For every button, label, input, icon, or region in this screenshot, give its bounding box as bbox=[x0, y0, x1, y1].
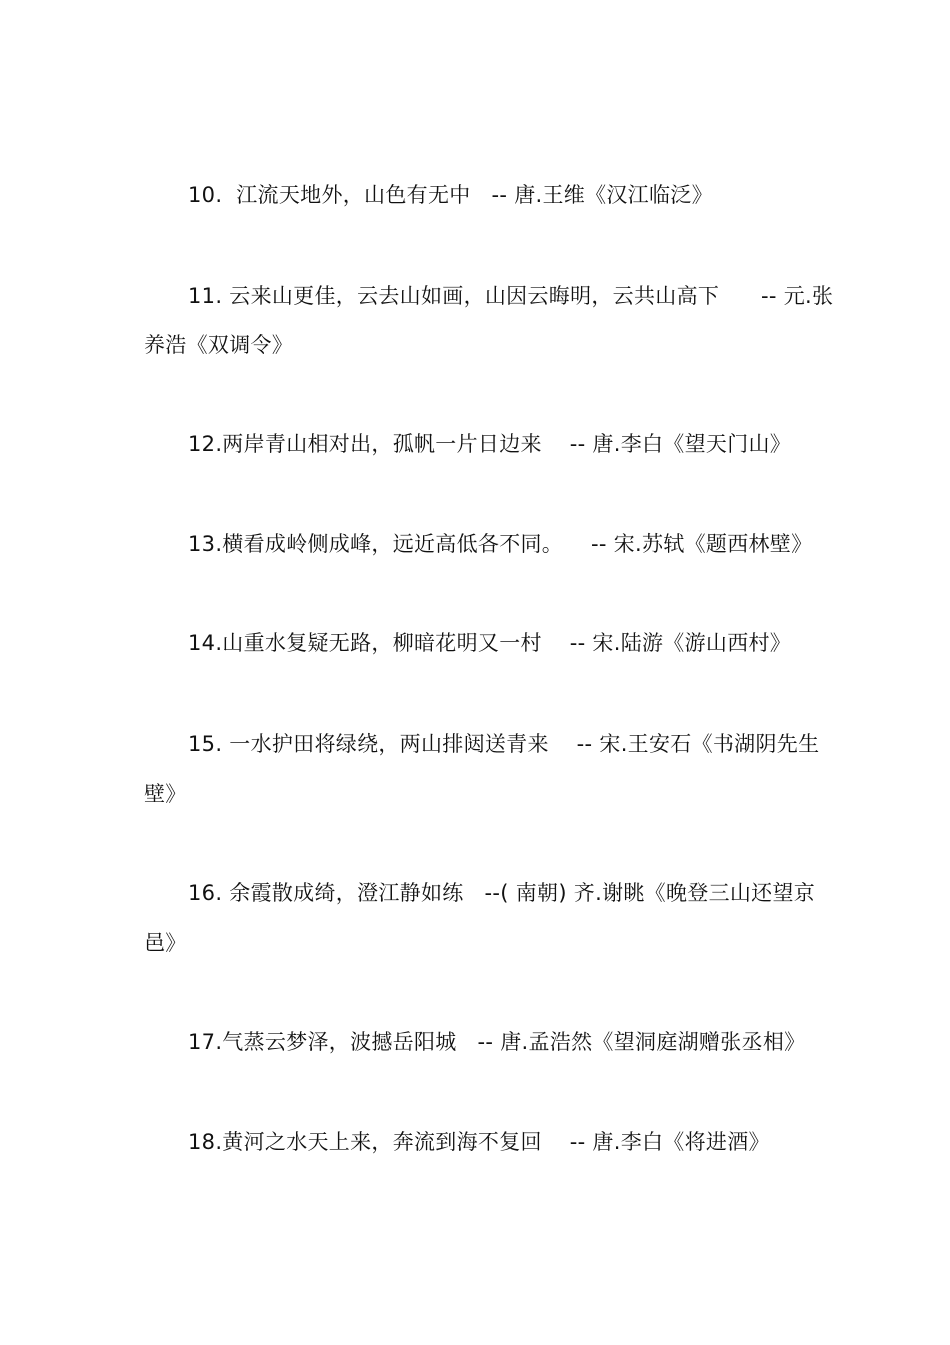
poem-line-15: 15. 一水护田将绿绕，两山排闼送青来 -- 宋.王安石《书湖阴先生 bbox=[188, 732, 820, 756]
poem-line-18: 18.黄河之水天上来，奔流到海不复回 -- 唐.李白《将进酒》 bbox=[188, 1130, 770, 1154]
poem-line-17: 17.气蒸云梦泽，波撼岳阳城 -- 唐.孟浩然《望洞庭湖赠张丞相》 bbox=[188, 1030, 806, 1054]
poem-line-13: 13.横看成岭侧成峰，远近高低各不同。 -- 宋.苏轼《题西林壁》 bbox=[188, 532, 813, 556]
poem-line-12: 12.两岸青山相对出，孤帆一片日边来 -- 唐.李白《望天门山》 bbox=[188, 432, 792, 456]
poem-line-15-continued: 壁》 bbox=[144, 782, 187, 806]
poem-line-16: 16. 余霞散成绮，澄江静如练 --( 南朝) 齐.谢眺《晚登三山还望京 bbox=[188, 881, 816, 905]
poem-line-14: 14.山重水复疑无路，柳暗花明又一村 -- 宋.陆游《游山西村》 bbox=[188, 631, 792, 655]
poem-line-10: 10. 江流天地外，山色有无中 -- 唐.王维《汉江临泛》 bbox=[188, 183, 713, 207]
poem-line-11-continued: 养浩《双调令》 bbox=[144, 333, 294, 357]
poem-line-11: 11. 云来山更佳，云去山如画，山因云晦明，云共山高下 -- 元.张 bbox=[188, 284, 834, 308]
poem-line-16-continued: 邑》 bbox=[144, 931, 187, 955]
